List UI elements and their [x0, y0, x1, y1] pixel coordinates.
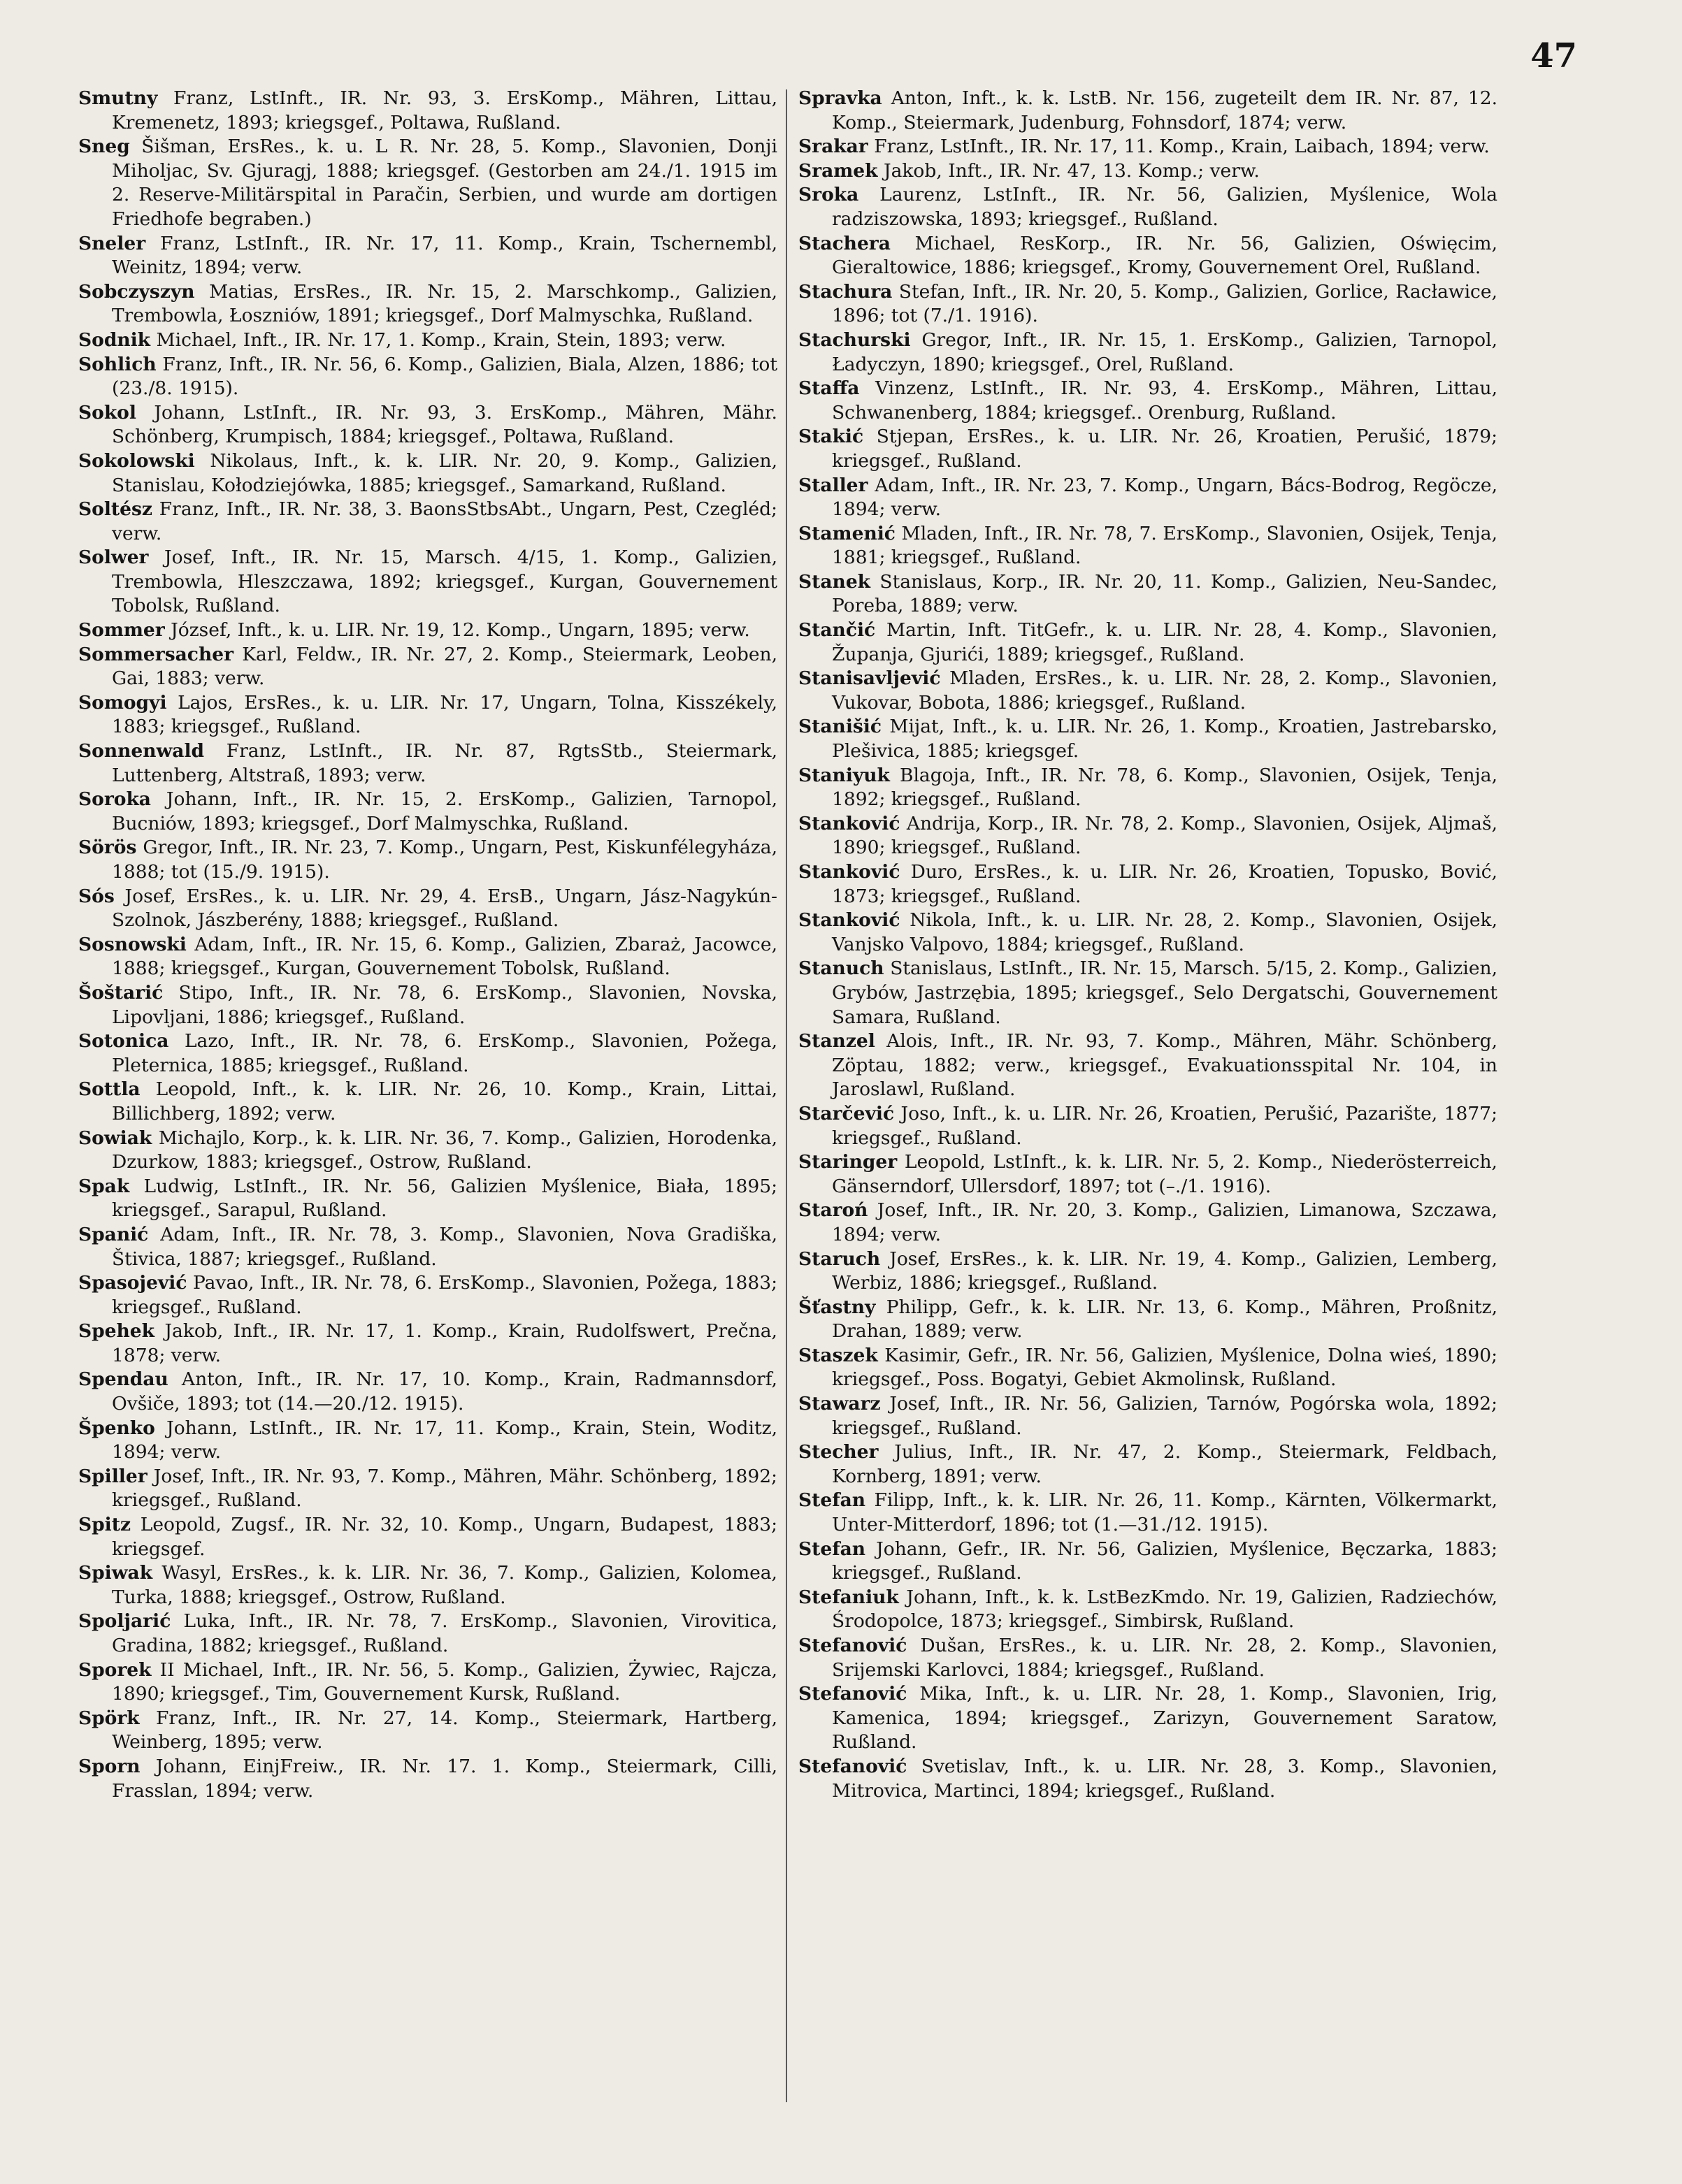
entry-details: Josef, Inft., IR. Nr. 20, 3. Komp., Galizien, Limanowa, Szczawa, 1894; verw. [832, 1199, 1497, 1245]
entry-surname: Spörk [78, 1707, 140, 1729]
entry-surname: Starčević [798, 1102, 895, 1124]
entry-surname: Sodnik [78, 328, 151, 351]
list-item [798, 1248, 1497, 1296]
entry-surname: Stanković [798, 909, 900, 932]
entry-surname: Soltész [78, 498, 152, 521]
entry-surname: Sobczyszyn [78, 280, 195, 303]
entry-surname: Stančić [798, 619, 876, 642]
entry-details: Johann, EinjFreiw., IR. Nr. 17. 1. Komp., Steiermark, Cilli, Frasslan, 1894; verw. [112, 1755, 777, 1802]
entry-surname: Staffa [798, 377, 860, 400]
entry-surname: Spanić [78, 1223, 149, 1245]
entry-surname: Sneg [78, 136, 130, 158]
entry-details: Nikola, Inft., k. u. LIR. Nr. 28, 2. Komp., Slavonien, Osijek, Vanjsko Valpovo, 1884; kriegsgef., Rußland. [832, 909, 1497, 955]
entry-details: Leopold, Zugsf., IR. Nr. 32, 10. Komp., Ungarn, Budapest, 1883; kriegsgef. [112, 1514, 777, 1560]
entry-surname: Sroka [798, 184, 859, 206]
list-item [798, 1199, 1497, 1247]
list-item [78, 546, 777, 619]
list-item [798, 1440, 1497, 1489]
list-item [798, 522, 1497, 570]
list-item [798, 667, 1497, 715]
list-item [798, 1296, 1497, 1344]
entry-surname: Spoljarić [78, 1610, 171, 1633]
left-column [78, 87, 777, 1803]
entry-details: Johann, Inft., IR. Nr. 15, 2. ErsKomp., Galizien, Tarnopol, Bucniów, 1893; kriegsgef., Dorf Malmyschka, Rußland. [112, 788, 777, 834]
entry-details: Michael, ResKorp., IR. Nr. 56, Galizien, Oświęcim, Gieraltowice, 1886; kriegsgef., Kromy, Gouvernement Orel, Rußland. [832, 232, 1497, 279]
entry-surname: Šťastny [798, 1296, 876, 1318]
list-item [78, 232, 777, 280]
list-item [78, 1513, 777, 1561]
list-item [798, 1755, 1497, 1803]
entry-surname: Sosnowski [78, 933, 187, 955]
entry-details: Joso, Inft., k. u. LIR. Nr. 26, Kroatien, Perušić, Pazarište, 1877; kriegsgef., Rußland. [832, 1102, 1497, 1149]
entry-details: Franz, Inft., IR. Nr. 27, 14. Komp., Steiermark, Hartberg, Weinberg, 1895; verw. [112, 1707, 777, 1753]
entry-surname: Stefanović [798, 1683, 907, 1705]
entry-details: Johann, LstInft., IR. Nr. 17, 11. Komp., Krain, Stein, Woditz, 1894; verw. [112, 1417, 777, 1463]
right-column [798, 87, 1497, 1803]
entry-details: Philipp, Gefr., k. k. LIR. Nr. 13, 6. Komp., Mähren, Proßnitz, Drahan, 1889; verw. [832, 1296, 1497, 1343]
list-item [78, 449, 777, 498]
list-item [798, 280, 1497, 328]
list-item [78, 788, 777, 836]
entry-details: Ludwig, LstInft., IR. Nr. 56, Galizien Myślenice, Biała, 1895; kriegsgef., Sarapul, Rußland. [112, 1175, 777, 1222]
list-item [798, 87, 1497, 135]
entry-details: Gregor, Inft., IR. Nr. 23, 7. Komp., Ungarn, Pest, Kiskunfélegyháza, 1888; tot (15./9. 1915). [112, 837, 777, 883]
list-item [798, 135, 1497, 159]
entry-surname: Sonnenwald [78, 740, 205, 762]
entry-details: Stjepan, ErsRes., k. u. LIR. Nr. 26, Kroatien, Perušić, 1879; kriegsgef., Rußland. [832, 426, 1497, 472]
list-item [78, 135, 777, 231]
entry-details: Stefan, Inft., IR. Nr. 20, 5. Komp., Galizien, Gorlice, Racławice, 1896; tot (7./1. 1916). [832, 280, 1497, 327]
entry-surname: Sporek [78, 1658, 152, 1681]
entry-surname: Sommersacher [78, 643, 234, 665]
entry-details: Lajos, ErsRes., k. u. LIR. Nr. 17, Ungarn, Tolna, Kisszékely, 1883; kriegsgef., Rußland. [112, 691, 777, 738]
entry-surname: Spiwak [78, 1562, 153, 1584]
entry-surname: Spiller [78, 1465, 148, 1487]
list-item [78, 691, 777, 739]
list-item [798, 183, 1497, 231]
entry-details: Michajlo, Korp., k. k. LIR. Nr. 36, 7. Komp., Galizien, Horodenka, Dzurkow, 1883; kriegsgef., Ostrow, Rußland. [112, 1127, 777, 1173]
list-item [78, 836, 777, 884]
entry-details: Wasyl, ErsRes., k. k. LIR. Nr. 36, 7. Komp., Galizien, Kolomea, Turka, 1888; kriegsgef., Ostrow, Rußland. [112, 1562, 777, 1608]
entry-details: Johann, Inft., k. k. LstBezKmdo. Nr. 19, Galizien, Radziechów, Środopolce, 1873; kriegsgef., Simbirsk, Rußland. [832, 1586, 1497, 1633]
list-item [798, 1344, 1497, 1392]
entry-details: Andrija, Korp., IR. Nr. 78, 2. Komp., Slavonien, Osijek, Aljmaš, 1890; kriegsgef., Rußland. [832, 812, 1497, 859]
entry-details: Johann, Gefr., IR. Nr. 56, Galizien, Myślenice, Bęczarka, 1883; kriegsgef., Rußland. [832, 1538, 1497, 1584]
entry-surname: Sokolowski [78, 449, 195, 472]
entry-details: Vinzenz, LstInft., IR. Nr. 93, 4. ErsKomp., Mähren, Littau, Schwanenberg, 1884; kriegsgef.. Orenburg, Rußland. [832, 377, 1497, 424]
entry-surname: Stanišić [798, 716, 882, 738]
list-item [798, 570, 1497, 619]
list-item [798, 715, 1497, 763]
list-item [78, 981, 777, 1029]
entry-surname: Stanković [798, 861, 900, 883]
list-item [798, 812, 1497, 860]
entry-surname: Spasojević [78, 1272, 187, 1294]
entry-surname: Stefanović [798, 1755, 907, 1777]
entry-details: Stipo, Inft., IR. Nr. 78, 6. ErsKomp., Slavonien, Novska, Lipovljani, 1886; kriegsgef., Rußland. [112, 981, 777, 1028]
entry-details: Jakob, Inft., IR. Nr. 17, 1. Komp., Krain, Rudolfswert, Prečna, 1878; verw. [112, 1320, 777, 1366]
entry-surname: Spehek [78, 1320, 155, 1343]
entry-details: Lazo, Inft., IR. Nr. 78, 6. ErsKomp., Slavonien, Požega, Pleternica, 1885; kriegsgef., Rußland. [112, 1030, 777, 1076]
entry-surname: Stamenić [798, 522, 896, 544]
list-item [78, 87, 777, 135]
entry-surname: Solwer [78, 547, 149, 569]
entry-details: Franz, LstInft., IR. Nr. 17, 11. Komp., Krain, Laibach, 1894; verw. [868, 136, 1490, 158]
entry-surname: Sós [78, 885, 115, 907]
entry-surname: Sommer [78, 619, 165, 642]
list-item [78, 1175, 777, 1223]
list-item [78, 1561, 777, 1610]
list-item [78, 498, 777, 546]
list-item [798, 1634, 1497, 1682]
entry-surname: Stefaniuk [798, 1586, 899, 1608]
entry-surname: Sokol [78, 401, 136, 424]
entry-details: Adam, Inft., IR. Nr. 78, 3. Komp., Slavonien, Nova Gradiška, Štivica, 1887; kriegsgef., Rußland. [112, 1223, 777, 1270]
entry-details: Alois, Inft., IR. Nr. 93, 7. Komp., Mähren, Mähr. Schönberg, Zöptau, 1882; verw., kriegsgef., Evakuationsspital Nr. 104, in Jaroslawl, Rußland. [832, 1030, 1497, 1101]
list-item [798, 1586, 1497, 1634]
list-item [78, 1755, 777, 1803]
list-item [798, 377, 1497, 425]
entry-surname: Stecher [798, 1441, 879, 1463]
list-item [798, 1538, 1497, 1586]
entry-surname: Stefanović [798, 1635, 907, 1656]
entry-details: Michael, Inft., IR. Nr. 17, 1. Komp., Krain, Stein, 1893; verw. [150, 328, 726, 351]
entry-details: Adam, Inft., IR. Nr. 15, 6. Komp., Galizien, Zbaraż, Jacowce, 1888; kriegsgef., Kurgan, Gouvernement Tobolsk, Rußland. [112, 933, 777, 980]
entry-surname: Spak [78, 1175, 130, 1197]
entry-details: Josef, Inft., IR. Nr. 93, 7. Komp., Mähren, Mähr. Schönberg, 1892; kriegsgef., Rußland. [112, 1465, 777, 1512]
entry-surname: Sneler [78, 232, 146, 254]
entry-details: Josef, Inft., IR. Nr. 56, Galizien, Tarnów, Pogórska wola, 1892; kriegsgef., Rußland. [832, 1393, 1497, 1439]
list-item [78, 1610, 777, 1658]
entry-details: József, Inft., k. u. LIR. Nr. 19, 12. Komp., Ungarn, 1895; verw. [164, 619, 750, 642]
entry-surname: Somogyi [78, 691, 167, 714]
entry-details: Laurenz, LstInft., IR. Nr. 56, Galizien, Myślenice, Wola radziszowska, 1893; kriegsgef., Rußland. [832, 184, 1497, 230]
list-item [798, 860, 1497, 909]
entry-surname: Sotonica [78, 1030, 169, 1053]
entry-details: Mladen, Inft., IR. Nr. 78, 7. ErsKomp., Slavonien, Osijek, Tenja, 1881; kriegsgef., Rußland. [832, 522, 1497, 569]
entry-details: Filipp, Inft., k. k. LIR. Nr. 26, 11. Komp., Kärnten, Völkermarkt, Unter-Mitterdorf, 1896; tot (1.—31./12. 1915). [832, 1489, 1497, 1536]
list-item [798, 619, 1497, 667]
entry-surname: Staroń [798, 1199, 868, 1222]
entry-details: Adam, Inft., IR. Nr. 23, 7. Komp., Ungarn, Bács-Bodrog, Regöcze, 1894; verw. [832, 474, 1497, 521]
entry-details: Jakob, Inft., IR. Nr. 47, 13. Komp.; verw. [877, 159, 1260, 182]
page-number: 47 [1530, 36, 1577, 75]
entry-details: Leopold, LstInft., k. k. LIR. Nr. 5, 2. Komp., Niederösterreich, Gänserndorf, Ullersdorf, 1897; tot (–./1. 1916). [832, 1151, 1497, 1197]
entry-surname: Stachurski [798, 328, 911, 351]
entry-surname: Staniyuk [798, 764, 890, 786]
entry-details: Franz, LstInft., IR. Nr. 93, 3. ErsKomp., Mähren, Littau, Kremenetz, 1893; kriegsgef., Poltawa, Rußland. [112, 87, 777, 133]
list-item [78, 885, 777, 933]
list-item [78, 619, 777, 643]
list-item [78, 401, 777, 449]
entry-details: Pavao, Inft., IR. Nr. 78, 6. ErsKomp., Slavonien, Požega, 1883; kriegsgef., Rußland. [112, 1272, 777, 1318]
list-item [78, 933, 777, 981]
entry-details: Blagoja, Inft., IR. Nr. 78, 6. Komp., Slavonien, Osijek, Tenja, 1892; kriegsgef., Rußland. [832, 764, 1497, 811]
entry-surname: Sramek [798, 159, 878, 182]
entry-surname: Stawarz [798, 1393, 881, 1415]
list-item [78, 739, 777, 788]
list-item [78, 1078, 777, 1126]
list-item [798, 1392, 1497, 1440]
list-item [78, 1029, 777, 1078]
entry-surname: Stachera [798, 232, 891, 254]
entry-details: Franz, LstInft., IR. Nr. 87, RgtsStb., Steiermark, Luttenberg, Altstraß, 1893; verw. [112, 740, 777, 786]
entry-details: Matias, ErsRes., IR. Nr. 15, 2. Marschkomp., Galizien, Trembowla, Łoszniów, 1891; kriegsgef., Dorf Malmyschka, Rußland. [112, 280, 777, 327]
list-item [78, 1368, 777, 1416]
entry-details: Julius, Inft., IR. Nr. 47, 2. Komp., Steiermark, Feldbach, Kornberg, 1891; verw. [832, 1441, 1497, 1487]
entry-details: Franz, Inft., IR. Nr. 56, 6. Komp., Galizien, Biala, Alzen, 1886; tot (23./8. 1915). [112, 353, 777, 400]
list-item [798, 1102, 1497, 1150]
entry-details: Josef, ErsRes., k. k. LIR. Nr. 19, 4. Komp., Galizien, Lemberg, Werbiz, 1886; kriegsgef., Rußland. [832, 1248, 1497, 1294]
entry-surname: Stefan [798, 1538, 866, 1560]
entry-details: Stanislaus, Korp., IR. Nr. 20, 11. Komp., Galizien, Neu-Sandec, Poreba, 1889; verw. [832, 570, 1497, 617]
entry-surname: Stanuch [798, 957, 884, 980]
entry-details: Šišman, ErsRes., k. u. L R. Nr. 28, 5. Komp., Slavonien, Donji Miholjac, Sv. Gjuragj, 1888; kriegsgef. (Gestorben am 24./1. 1915 im 2. Reserve-Militärspital in Paračin, Serbien, und wurde am dortigen Friedhofe begraben.) [112, 136, 777, 230]
list-item [78, 328, 777, 353]
list-item [798, 232, 1497, 280]
entry-details: Anton, Inft., IR. Nr. 17, 10. Komp., Krain, Radmannsdorf, Ovšiče, 1893; tot (14.—20./12. 1915). [112, 1368, 777, 1415]
entry-surname: Staringer [798, 1151, 898, 1173]
list-item [78, 353, 777, 401]
entry-details: Franz, LstInft., IR. Nr. 17, 11. Komp., Krain, Tschernembl, Weinitz, 1894; verw. [112, 232, 777, 279]
list-item [78, 1658, 777, 1707]
list-item [78, 1707, 777, 1755]
entry-surname: Srakar [798, 136, 868, 158]
list-item [798, 1682, 1497, 1755]
entry-details: Duro, ErsRes., k. u. LIR. Nr. 26, Kroatien, Topusko, Bović, 1873; kriegsgef., Rußland. [832, 861, 1497, 907]
entry-surname: Sohlich [78, 353, 157, 375]
entry-details: Stanislaus, LstInft., IR. Nr. 15, Marsch. 5/15, 2. Komp., Galizien, Grybów, Jastrzębia, 1895; kriegsgef., Selo Dergatschi, Gouvernement Samara, Rußland. [832, 957, 1497, 1028]
entry-surname: Stanković [798, 812, 900, 834]
entry-surname: Spendau [78, 1368, 168, 1391]
entry-surname: Sörös [78, 837, 137, 859]
entry-surname: Stakić [798, 426, 864, 448]
entry-surname: Stefan [798, 1489, 866, 1512]
entry-surname: Soroka [78, 788, 151, 811]
entry-details: Luka, Inft., IR. Nr. 78, 7. ErsKomp., Slavonien, Virovitica, Gradina, 1882; kriegsgef., Rußland. [112, 1610, 777, 1656]
list-item [798, 957, 1497, 1029]
entry-details: Anton, Inft., k. k. LstB. Nr. 156, zugeteilt dem IR. Nr. 87, 12. Komp., Steiermark, Judenburg, Fohnsdorf, 1874; verw. [832, 87, 1497, 133]
entry-surname: Sowiak [78, 1127, 152, 1149]
entry-details: Karl, Feldw., IR. Nr. 27, 2. Komp., Steiermark, Leoben, Gai, 1883; verw. [112, 643, 777, 690]
entry-details: Mika, Inft., k. u. LIR. Nr. 28, 1. Komp., Slavonien, Irig, Kamenica, 1894; kriegsgef., Zarizyn, Gouvernement Saratow, Rußland. [832, 1683, 1497, 1753]
entry-surname: Stanzel [798, 1030, 875, 1053]
entry-surname: Stanisavljević [798, 667, 941, 690]
entry-surname: Stanek [798, 570, 871, 593]
entry-details: Leopold, Inft., k. k. LIR. Nr. 26, 10. Komp., Krain, Littai, Billichberg, 1892; verw. [112, 1078, 777, 1124]
entry-surname: Šoštarić [78, 981, 164, 1004]
entry-details: Kasimir, Gefr., IR. Nr. 56, Galizien, Myślenice, Dolna wieś, 1890; kriegsgef., Poss. Bogatyi, Gebiet Akmolinsk, Rußland. [832, 1344, 1497, 1391]
list-item [798, 159, 1497, 184]
list-item [798, 474, 1497, 522]
list-item [798, 1489, 1497, 1537]
entry-details: Gregor, Inft., IR. Nr. 15, 1. ErsKomp., Galizien, Tarnopol, Ładyczyn, 1890; kriegsgef., Orel, Rußland. [832, 328, 1497, 375]
entry-surname: Stachura [798, 280, 893, 303]
list-item [798, 425, 1497, 473]
list-item [798, 1029, 1497, 1102]
list-item [78, 1319, 777, 1368]
list-item [78, 1417, 777, 1465]
entry-details: Mladen, ErsRes., k. u. LIR. Nr. 28, 2. Komp., Slavonien, Vukovar, Bobota, 1886; kriegsgef., Rußland. [832, 667, 1497, 714]
entry-details: Nikolaus, Inft., k. k. LIR. Nr. 20, 9. Komp., Galizien, Stanislau, Kołodziejówka, 1885; kriegsgef., Samarkand, Rußland. [112, 449, 777, 496]
entry-surname: Smutny [78, 87, 158, 109]
list-item [798, 764, 1497, 812]
entry-surname: Staller [798, 474, 868, 496]
list-item [798, 909, 1497, 957]
column-divider [786, 89, 787, 2102]
entry-surname: Sporn [78, 1755, 141, 1777]
list-item [798, 328, 1497, 377]
list-item [798, 1150, 1497, 1199]
entry-details: Franz, Inft., IR. Nr. 38, 3. BaonsStbsAbt., Ungarn, Pest, Czegléd; verw. [112, 498, 777, 544]
entry-surname: Spravka [798, 87, 882, 109]
entry-details: Martin, Inft. TitGefr., k. u. LIR. Nr. 28, 4. Komp., Slavonien, Županja, Gjurići, 1889; kriegsgef., Rußland. [832, 619, 1497, 665]
entry-details: Svetislav, Inft., k. u. LIR. Nr. 28, 3. Komp., Slavonien, Mitrovica, Martinci, 1894; kriegsgef., Rußland. [832, 1755, 1497, 1802]
list-item [78, 1465, 777, 1513]
entry-details: Josef, ErsRes., k. u. LIR. Nr. 29, 4. ErsB., Ungarn, Jász-Nagykún-Szolnok, Jászberény, 1888; kriegsgef., Rußland. [112, 885, 777, 932]
entry-details: Dušan, ErsRes., k. u. LIR. Nr. 28, 2. Komp., Slavonien, Srijemski Karlovci, 1884; kriegsgef., Rußland. [832, 1635, 1497, 1681]
entry-surname: Staruch [798, 1248, 881, 1270]
list-item [78, 1127, 777, 1175]
list-item [78, 643, 777, 691]
entry-surname: Staszek [798, 1344, 878, 1366]
list-item [78, 1271, 777, 1319]
entry-details: Josef, Inft., IR. Nr. 15, Marsch. 4/15, 1. Komp., Galizien, Trembowla, Hleszczawa, 1892; kriegsgef., Kurgan, Gouvernement Tobolsk, Rußland. [112, 547, 777, 617]
entry-details: Johann, LstInft., IR. Nr. 93, 3. ErsKomp., Mähren, Mähr. Schönberg, Krumpisch, 1884; kriegsgef., Poltawa, Rußland. [112, 401, 777, 448]
entry-surname: Sottla [78, 1078, 141, 1101]
list-item [78, 280, 777, 328]
entry-details: II Michael, Inft., IR. Nr. 56, 5. Komp., Galizien, Żywiec, Rajcza, 1890; kriegsgef., Tim, Gouvernement Kursk, Rußland. [112, 1658, 777, 1705]
list-item [78, 1223, 777, 1271]
entry-surname: Spitz [78, 1514, 131, 1536]
entry-surname: Špenko [78, 1417, 155, 1439]
entry-details: Mijat, Inft., k. u. LIR. Nr. 26, 1. Komp., Kroatien, Jastrebarsko, Plešivica, 1885; kriegsgef. [832, 716, 1497, 762]
